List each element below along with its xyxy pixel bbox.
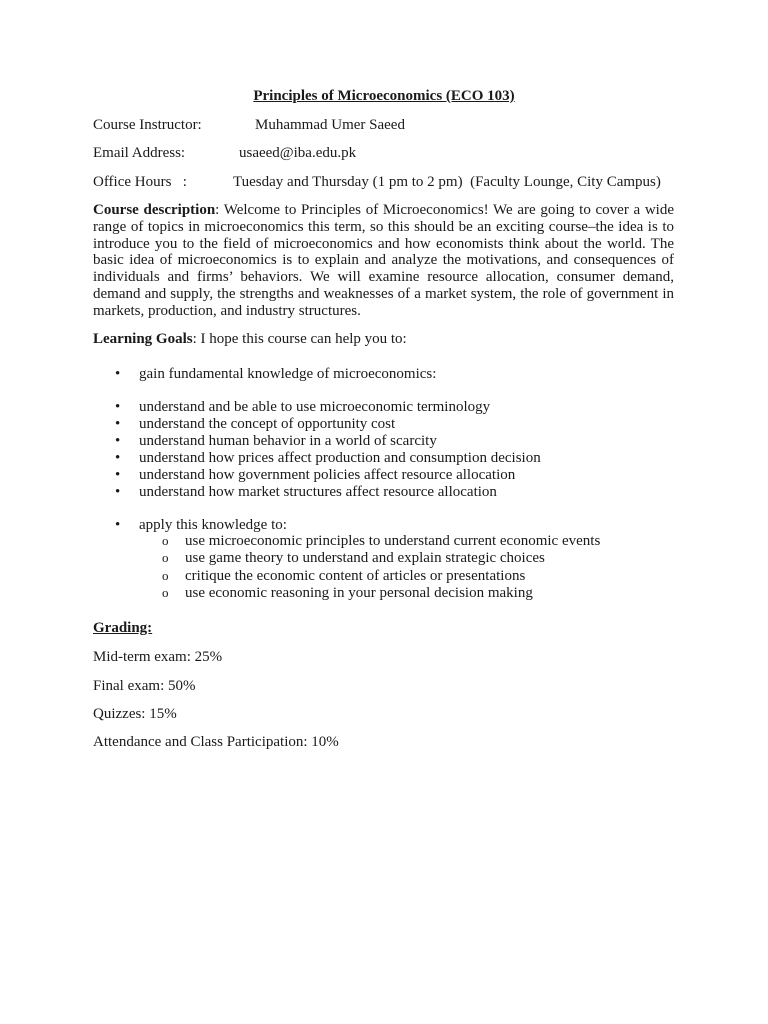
list-item: • understand human behavior in a world of scarcity: [93, 433, 693, 450]
grading-item: Final exam: 50%: [93, 678, 196, 694]
office-hours-value: Tuesday and Thursday (1 pm to 2 pm) (Faculty Lounge, City Campus): [233, 174, 661, 190]
list-item: • apply this knowledge to:: [93, 517, 693, 534]
instructor-value: Muhammad Umer Saeed: [255, 117, 405, 133]
goal-top-list: [93, 366, 693, 383]
apply-sub-list: [93, 533, 693, 603]
list-item: • understand and be able to use microeconomic terminology: [93, 399, 693, 416]
list-item: • understand how government policies affect resource allocation: [93, 467, 693, 484]
course-description-text: : Welcome to Principles of Microeconomics! We are going to cover a wide range of topics in microeconomics this term, so this should be an exciting course–the idea is to introduce you to the field of microeconomics and how economists think about the world. The basic idea of microeconomics is to explain and analyze the motivations, and consequences of individuals and firms’ behaviors. We will examine resource allocation, consumer demand, demand and supply, the strengths and weaknesses of a market system, the role of government in markets, production, and industry structures.: [93, 202, 674, 319]
email-label: Email Address:: [93, 145, 186, 161]
sub-list-item: o critique the economic content of articles or presentations: [93, 568, 693, 585]
email-row: [93, 145, 357, 162]
document-title: Principles of Microeconomics (ECO 103): [253, 88, 515, 104]
list-item: • understand how prices affect production and consumption decision: [93, 450, 693, 467]
office-hours-row: [93, 174, 661, 191]
sub-list-item: o use economic reasoning in your personal decision making: [93, 585, 693, 602]
email-value: usaeed@iba.edu.pk: [239, 145, 357, 161]
learning-goals-text: : I hope this course can help you to:: [192, 331, 407, 347]
grading-heading: Grading:: [93, 620, 153, 636]
instructor-row: [93, 117, 405, 134]
grading-item: Quizzes: 15%: [93, 706, 177, 722]
sub-list-item: o use microeconomic principles to understand current economic events: [93, 533, 693, 550]
learning-goals: [93, 331, 674, 348]
course-description-heading: Course description: [93, 202, 216, 218]
grading-item: Attendance and Class Participation: 10%: [93, 734, 339, 750]
instructor-label: Course Instructor:: [93, 117, 202, 133]
course-description: [93, 202, 674, 320]
list-item: • gain fundamental knowledge of microeconomics:: [93, 366, 693, 383]
office-hours-label: Office Hours :: [93, 174, 187, 190]
sub-list-item: o use game theory to understand and explain strategic choices: [93, 550, 693, 567]
learning-goals-heading: Learning Goals: [93, 331, 193, 347]
list-item: • understand the concept of opportunity cost: [93, 416, 693, 433]
goals-list: [93, 399, 693, 501]
list-item: • understand how market structures affect resource allocation: [93, 484, 693, 501]
grading-item: Mid-term exam: 25%: [93, 649, 223, 665]
apply-top-list: [93, 517, 693, 534]
